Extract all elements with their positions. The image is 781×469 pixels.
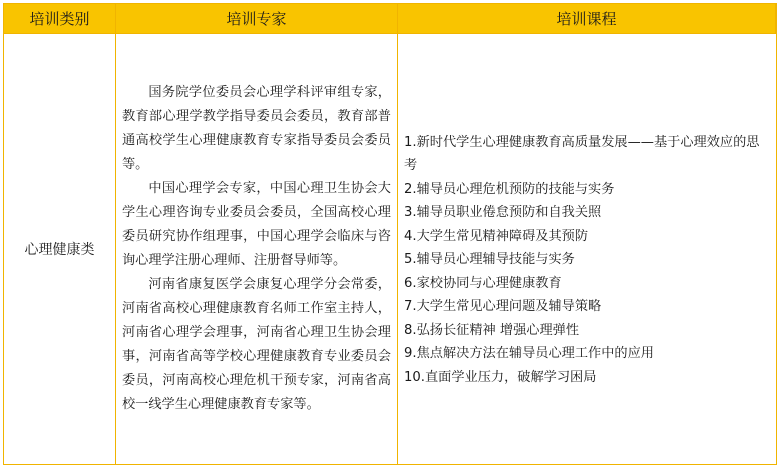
course-item: 6.家校协同与心理健康教育	[404, 275, 562, 291]
training-table	[3, 3, 777, 465]
courses-cell	[398, 33, 776, 464]
header-category: 培训类别	[4, 4, 116, 33]
course-item: 4.大学生常见精神障碍及其预防	[404, 228, 589, 244]
course-item: 8.弘扬长征精神 增强心理弹性	[404, 322, 580, 338]
experts-text	[122, 81, 391, 417]
course-item: 5.辅导员心理辅导技能与实务	[404, 252, 575, 268]
category-label: 心理健康类	[24, 242, 95, 258]
course-item: 9.焦点解决方法在辅导员心理工作中的应用	[404, 346, 654, 362]
course-list	[404, 131, 770, 390]
category-cell	[4, 33, 116, 464]
course-item: 2.辅导员心理危机预防的技能与实务	[404, 181, 615, 197]
course-item: 3.辅导员职业倦怠预防和自我关照	[404, 205, 602, 221]
course-item: 10.直面学业压力，破解学习困局	[404, 369, 597, 385]
header-experts: 培训专家	[116, 4, 398, 33]
expert-paragraph: 国务院学位委员会心理学科评审组专家，教育部心理学教学指导委员会委员，教育部普通高校学生心理健康教育专家指导委员会委员等。	[122, 85, 391, 172]
expert-paragraph: 河南省康复医学会康复心理学分会常委，河南省高校心理健康教育名师工作室主持人，河南省心理学会理事，河南省心理卫生协会理事，河南省高等学校心理健康教育专业委员会委员，河南高校心理危机干预专家，河南省高校一线学生心理健康教育专家等。	[122, 277, 391, 412]
header-courses: 培训课程	[398, 4, 776, 33]
course-item: 1.新时代学生心理健康教育高质量发展——基于心理效应的思考	[404, 134, 760, 174]
expert-paragraph: 中国心理学会专家，中国心理卫生协会大学生心理咨询专业委员会委员，全国高校心理委员研究协作组理事，中国心理学会临床与咨询心理学注册心理师、注册督导师等。	[122, 181, 391, 268]
course-item: 7.大学生常见心理问题及辅导策略	[404, 299, 602, 315]
experts-cell	[116, 33, 398, 464]
